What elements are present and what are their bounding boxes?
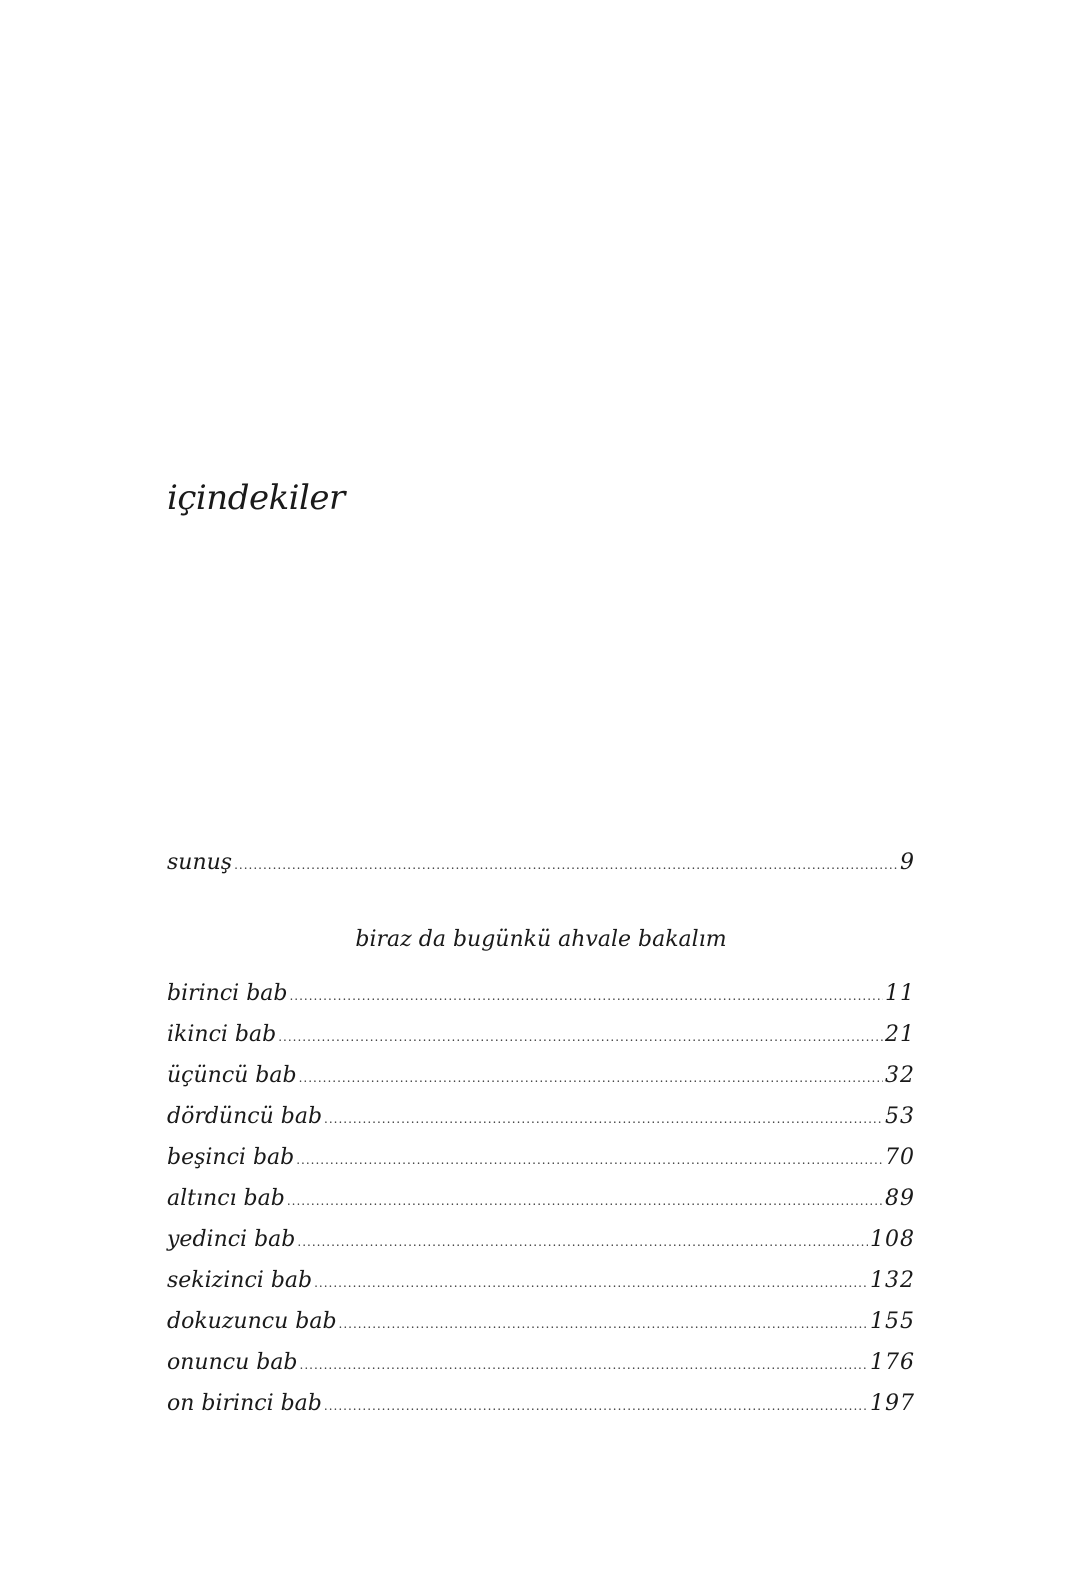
dot-leader (299, 1063, 883, 1093)
toc-entry-label: sunuş (167, 850, 233, 875)
toc-entry-page: 9 (900, 850, 915, 875)
dot-leader (278, 1022, 883, 1052)
toc-entry[interactable] (167, 979, 915, 1009)
toc-entry-page: 53 (885, 1104, 915, 1129)
toc-entry-label: onuncu bab (167, 1350, 298, 1375)
dot-leader (324, 1104, 883, 1134)
toc-entry[interactable] (167, 1266, 915, 1296)
page-title: içindekiler (167, 478, 345, 518)
toc-entry[interactable] (167, 1061, 915, 1091)
toc-entry-page: 197 (870, 1391, 915, 1416)
toc-entry-label: dokuzuncu bab (167, 1309, 337, 1334)
toc-entry-page: 70 (885, 1145, 915, 1170)
toc-entry-label: altıncı bab (167, 1186, 285, 1211)
toc-entry[interactable] (167, 1389, 915, 1419)
dot-leader (289, 981, 883, 1011)
toc-entry-label: beşinci bab (167, 1145, 295, 1170)
toc-entry-label: sekizinci bab (167, 1268, 313, 1293)
toc-entry[interactable] (167, 1143, 915, 1173)
toc-entry-label: dördüncü bab (167, 1104, 323, 1129)
dot-leader (297, 1227, 868, 1257)
dot-leader (324, 1391, 868, 1421)
toc-entry-label: yedinci bab (167, 1227, 296, 1252)
toc-entry[interactable] (167, 1020, 915, 1050)
dot-leader (234, 850, 898, 880)
toc-entry-page: 11 (885, 981, 915, 1006)
toc-entry[interactable] (167, 1102, 915, 1132)
toc-entry[interactable] (167, 1184, 915, 1214)
dot-leader (314, 1268, 868, 1298)
toc-entry-page: 155 (870, 1309, 915, 1334)
toc-entry[interactable] (167, 1307, 915, 1337)
toc-entry-label: ikinci bab (167, 1022, 277, 1047)
toc-entry[interactable] (167, 1348, 915, 1378)
toc-entry-label: üçüncü bab (167, 1063, 297, 1088)
toc-entry-sunus[interactable] (167, 848, 915, 878)
dot-leader (296, 1145, 883, 1175)
toc-entry-page: 176 (870, 1350, 915, 1375)
toc-entry-page: 21 (885, 1022, 915, 1047)
toc-entry-label: birinci bab (167, 981, 288, 1006)
toc-entry[interactable] (167, 1225, 915, 1255)
toc-entry-page: 32 (885, 1063, 915, 1088)
dot-leader (300, 1350, 868, 1380)
dot-leader (339, 1309, 868, 1339)
toc-entry-page: 108 (870, 1227, 915, 1252)
toc-entry-label: on birinci bab (167, 1391, 322, 1416)
dot-leader (287, 1186, 883, 1216)
toc-entry-page: 132 (870, 1268, 915, 1293)
toc-entry-page: 89 (885, 1186, 915, 1211)
section-heading: biraz da bugünkü ahvale bakalım (355, 927, 727, 952)
